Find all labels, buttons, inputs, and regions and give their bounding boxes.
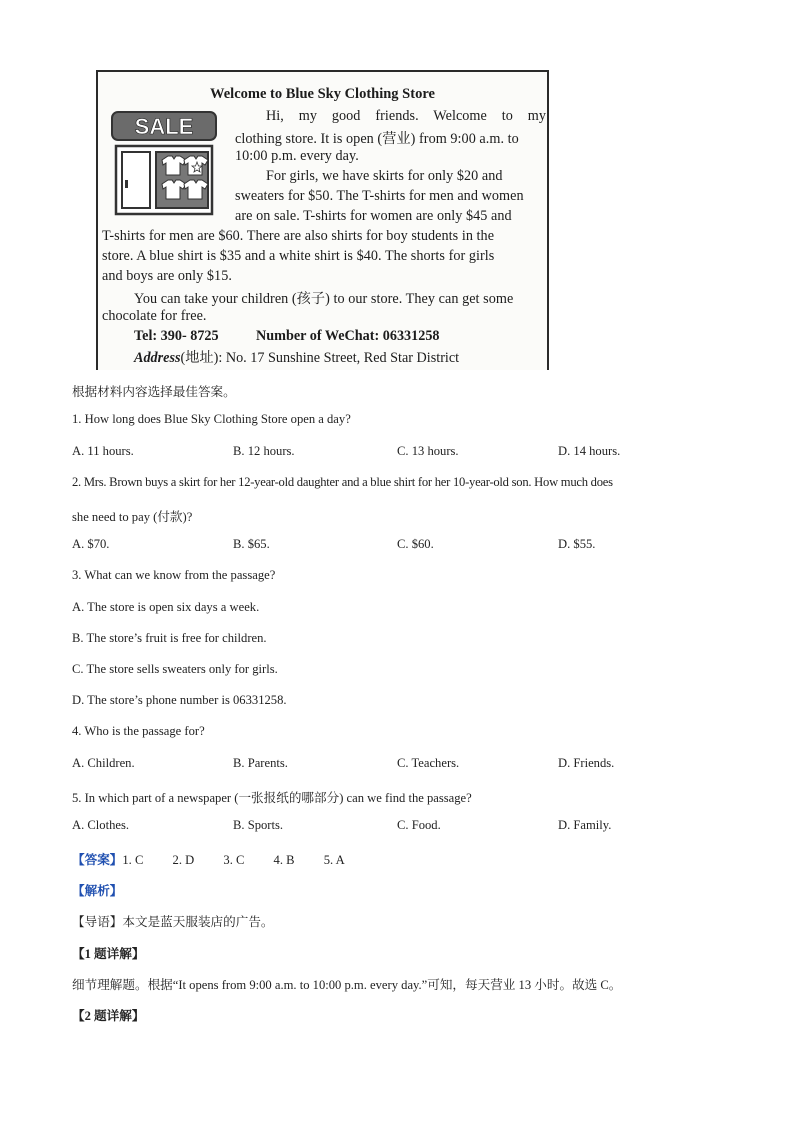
q3-option-b: B. The store’s fruit is free for children.	[72, 631, 267, 645]
storefront-icon	[110, 110, 220, 218]
answer-label: 【答案】	[72, 853, 123, 867]
address-label: Address	[134, 350, 181, 366]
notice-line-6: are on sale. T-shirts for women are only $45 and	[235, 208, 512, 224]
q1-option-b: B. 12 hours.	[233, 444, 295, 458]
answer-2: 2. D	[172, 853, 195, 867]
instruction: 根据材料内容选择最佳答案。	[72, 385, 236, 399]
q2-option-a: A. $70.	[72, 537, 110, 551]
notice-line-4: For girls, we have skirts for only $20 and	[266, 168, 503, 184]
sale-sign: SALE	[134, 114, 194, 139]
notice-line-8: store. A blue shirt is $35 and a white shirt is $40. The shorts for girls	[102, 248, 495, 264]
question-2-stem: 2. Mrs. Brown buys a skirt for her 12-year-old daughter and a blue shirt for her 10-year-old son. How much does	[72, 475, 613, 489]
q1-detail-text: 细节理解题。根据“It opens from 9:00 a.m. to 10:00 p.m. every day.”可知，每天营业 13 小时。故选 C。	[72, 978, 622, 992]
q1-option-d: D. 14 hours.	[558, 444, 621, 458]
notice-line-9: and boys are only $15.	[102, 268, 232, 284]
address-value: (地址): No. 17 Sunshine Street, Red Star District	[180, 350, 460, 366]
question-1-stem: 1. How long does Blue Sky Clothing Store open a day?	[72, 412, 351, 426]
notice-address	[134, 347, 459, 367]
notice-line-5: sweaters for $50. The T-shirts for men and women	[235, 188, 524, 204]
question-3-stem: 3. What can we know from the passage?	[72, 568, 276, 582]
notice-line-3: 10:00 p.m. every day.	[235, 148, 359, 164]
q5-option-b: B. Sports.	[233, 818, 284, 832]
answer-1: 1. C	[122, 853, 144, 867]
q5-option-a: A. Clothes.	[72, 818, 130, 832]
q3-option-a: A. The store is open six days a week.	[72, 600, 260, 614]
q5-option-d: D. Family.	[558, 818, 612, 832]
q4-option-c: C. Teachers.	[397, 756, 460, 770]
q2-detail-label: 【2 题详解】	[72, 1009, 145, 1023]
analysis-intro: 【导语】本文是蓝天服装店的广告。	[72, 915, 274, 929]
store-notice-image	[96, 70, 549, 370]
q1-option-c: C. 13 hours.	[397, 444, 459, 458]
analysis-label: 【解析】	[72, 884, 123, 898]
q3-option-d: D. The store’s phone number is 06331258.	[72, 693, 287, 707]
notice-tel: Tel: 390- 8725	[134, 328, 219, 344]
notice-line-2: clothing store. It is open (营业) from 9:00 a.m. to	[235, 131, 519, 147]
answer-row	[72, 849, 345, 868]
question-2-stem-cont: she need to pay (付款)?	[72, 510, 193, 524]
q4-option-d: D. Friends.	[558, 756, 615, 770]
q2-option-c: C. $60.	[397, 537, 434, 551]
answer-4: 4. B	[273, 853, 295, 867]
notice-line-1: Hi, my good friends. Welcome to my	[266, 108, 546, 124]
q4-option-a: A. Children.	[72, 756, 135, 770]
q2-option-d: D. $55.	[558, 537, 596, 551]
answer-3: 3. C	[223, 853, 245, 867]
question-4-stem: 4. Who is the passage for?	[72, 724, 205, 738]
notice-line-11: chocolate for free.	[102, 308, 207, 324]
q2-option-b: B. $65.	[233, 537, 270, 551]
q1-detail-label: 【1 题详解】	[72, 947, 145, 961]
q3-option-c: C. The store sells sweaters only for girls.	[72, 662, 278, 676]
notice-line-7: T-shirts for men are $60. There are also shirts for boy students in the	[102, 228, 495, 244]
answer-5: 5. A	[323, 853, 345, 867]
q1-option-a: A. 11 hours.	[72, 444, 134, 458]
question-5-stem: 5. In which part of a newspaper (一张报纸的哪部分) can we find the passage?	[72, 791, 472, 805]
notice-line-10: You can take your children (孩子) to our store. They can get some	[134, 291, 514, 307]
q5-option-c: C. Food.	[397, 818, 441, 832]
notice-wechat: Number of WeChat: 06331258	[256, 328, 440, 344]
q4-option-b: B. Parents.	[233, 756, 288, 770]
notice-title: Welcome to Blue Sky Clothing Store	[210, 86, 435, 102]
